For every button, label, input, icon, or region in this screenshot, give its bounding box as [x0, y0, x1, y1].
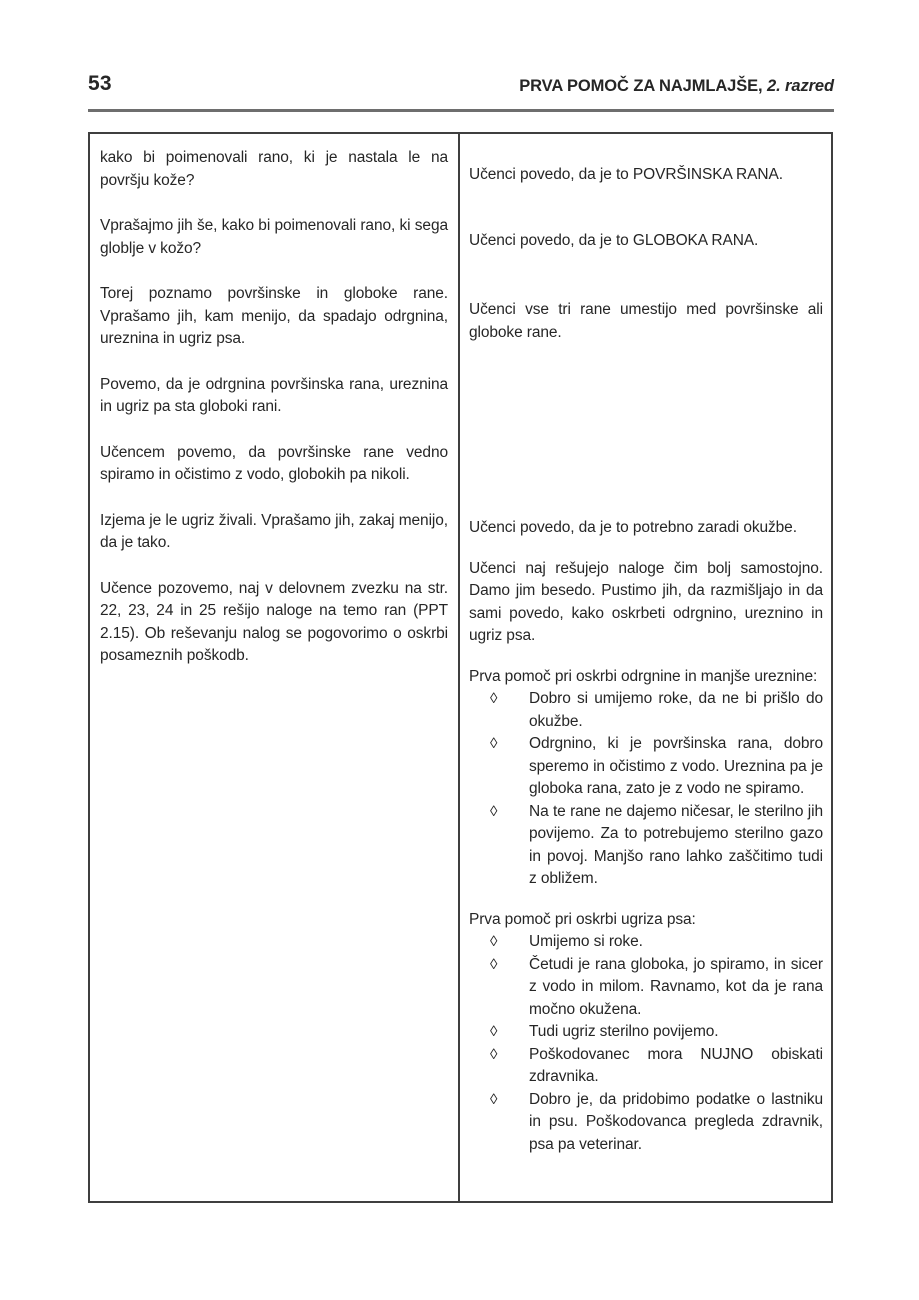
- diamond-bullet-icon: ◊: [490, 802, 498, 820]
- student-responses-column: [460, 134, 831, 1201]
- list-item-text: Dobro si umijemo roke, da ne bi prišlo do okužbe.: [529, 690, 823, 730]
- teacher-paragraph: Učence pozovemo, naj v delovnem zvezku na str. 22, 23, 24 in 25 rešijo naloge na temo ran (PPT 2.15). Ob reševanju nalog se pogovorimo o oskrbi posameznih poškodb.: [100, 579, 448, 664]
- diamond-bullet-icon: ◊: [490, 955, 498, 973]
- page-title-grade: 2. razred: [762, 77, 834, 95]
- student-response: Učenci naj rešujejo naloge čim bolj samostojno. Damo jim besedo. Pustimo jih, da razmišljajo in da sami povedo, kako oskrbeti odrgnino, ureznino in ugriz psa.: [469, 559, 823, 644]
- student-response: Učenci povedo, da je to POVRŠINSKA RANA.: [469, 166, 783, 183]
- list-item-text: Na te rane ne dajemo ničesar, le sterilno jih povijemo. Za to potrebujemo sterilno gazo in povoj. Manjšo rano lahko zaščitimo tudi z obližem.: [529, 802, 823, 887]
- teacher-paragraph: kako bi poimenovali rano, ki je nastala le na površju kože?: [100, 149, 448, 189]
- list-item-text: Dobro je, da pridobimo podatke o lastniku in psu. Poškodovanca pregleda zdravnik, psa pa veterinar.: [529, 1090, 823, 1153]
- diamond-bullet-icon: ◊: [490, 1045, 498, 1063]
- student-response: Učenci povedo, da je to GLOBOKA RANA.: [469, 232, 759, 249]
- list-item-text: Četudi je rana globoka, jo spiramo, in sicer z vodo in milom. Ravnamo, kot da je rana močno okužena.: [529, 955, 823, 1018]
- student-response: Učenci povedo, da je to potrebno zaradi okužbe.: [469, 519, 797, 536]
- list-item: [469, 801, 823, 891]
- teacher-paragraph: Torej poznamo površinske in globoke rane. Vprašamo jih, kam menijo, da spadajo odrgnina, ureznina in ugriz psa.: [100, 285, 448, 347]
- header-divider-line: [88, 109, 834, 112]
- page-title-main: PRVA POMOČ ZA NAJMLAJŠE,: [519, 77, 763, 95]
- list-item: [469, 931, 823, 954]
- list-item: [469, 688, 823, 733]
- diamond-bullet-icon: ◊: [490, 1023, 498, 1040]
- list-item: [469, 1089, 823, 1157]
- abrasion-bullet-list: [469, 688, 823, 891]
- list-item: [469, 1021, 823, 1044]
- teacher-instructions-column: [90, 134, 460, 1201]
- teacher-paragraph: Učencem povemo, da površinske rane vedno spiramo in očistimo z vodo, globokih pa nikoli.: [100, 443, 448, 483]
- list-item: [469, 733, 823, 801]
- page-header: [88, 72, 834, 96]
- list-item-text: Tudi ugriz sterilno povijemo.: [529, 1023, 719, 1040]
- page-number: 53: [88, 72, 112, 95]
- dog-bite-bullet-list: [469, 931, 823, 1156]
- diamond-bullet-icon: ◊: [490, 690, 498, 707]
- lesson-table: [88, 132, 833, 1203]
- page-title: [519, 77, 834, 96]
- first-aid-abrasion-heading: Prva pomoč pri oskrbi odrgnine in manjše ureznine:: [469, 667, 818, 685]
- student-response: Učenci vse tri rane umestijo med površinske ali globoke rane.: [469, 301, 823, 341]
- list-item: [469, 954, 823, 1022]
- student-responses-flow: [469, 517, 823, 1156]
- first-aid-dog-bite-heading: Prva pomoč pri oskrbi ugriza psa:: [469, 910, 696, 928]
- teacher-paragraph: Povemo, da je odrgnina površinska rana, ureznina in ugriz pa sta globoki rani.: [100, 375, 448, 415]
- diamond-bullet-icon: ◊: [490, 1090, 498, 1108]
- list-item: [469, 1044, 823, 1089]
- teacher-paragraph: Vprašajmo jih še, kako bi poimenovali rano, ki sega globlje v kožo?: [100, 217, 448, 257]
- list-item-text: Odrgnino, ki je površinska rana, dobro speremo in očistimo z vodo. Ureznina pa je globoka rana, zato je z vodo ne spiramo.: [529, 735, 823, 797]
- list-item-text: Poškodovanec mora NUJNO obiskati zdravnika.: [529, 1045, 823, 1085]
- list-item-text: Umijemo si roke.: [529, 933, 643, 950]
- diamond-bullet-icon: ◊: [490, 735, 498, 752]
- teacher-paragraph: Izjema je le ugriz živali. Vprašamo jih, zakaj menijo, da je tako.: [100, 511, 448, 551]
- diamond-bullet-icon: ◊: [490, 933, 498, 950]
